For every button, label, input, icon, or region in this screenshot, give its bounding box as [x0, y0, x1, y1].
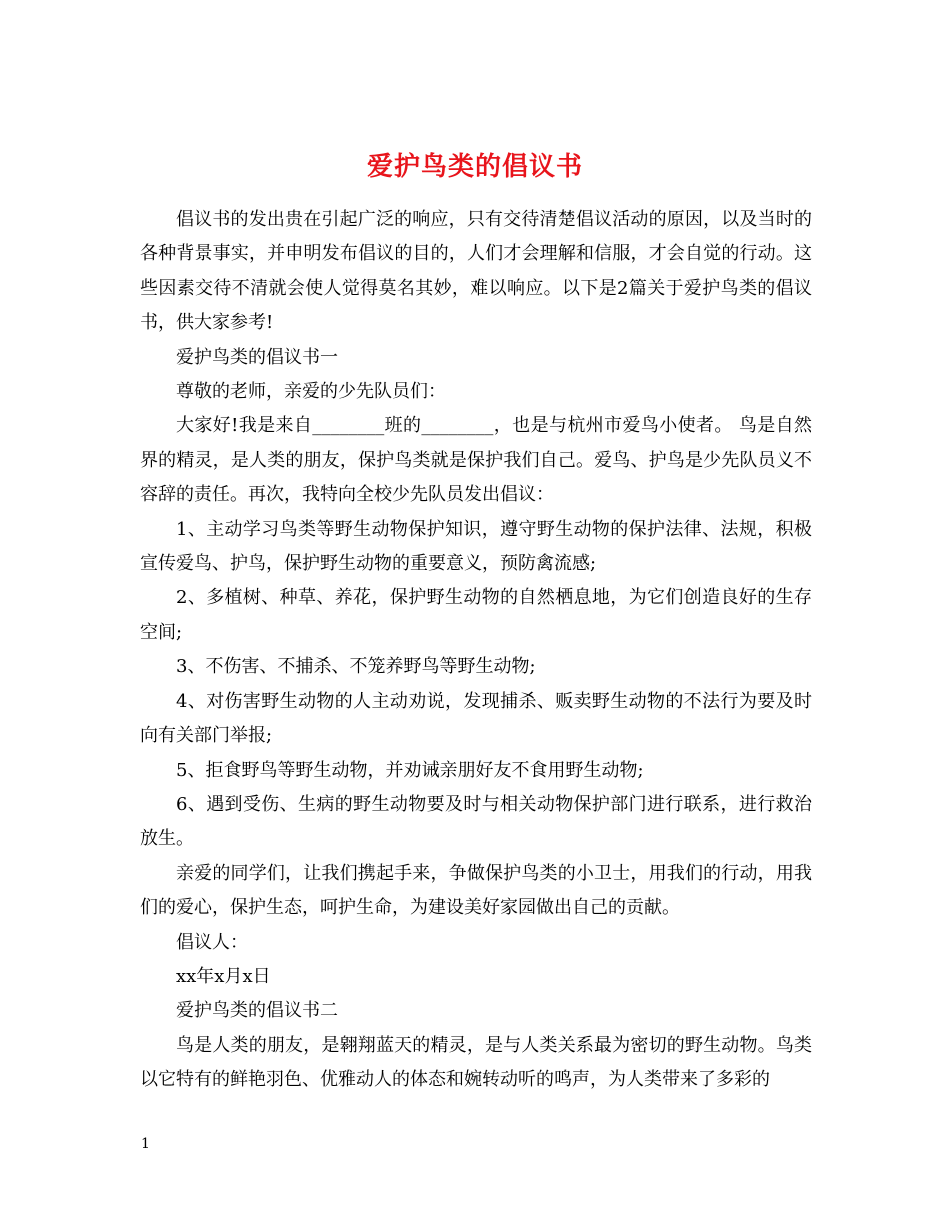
proposal-item-2: 2、多植树、种草、养花，保护野生动物的自然栖息地，为它们创造良好的生存空间; [140, 587, 812, 643]
closing-paragraph: 亲爱的同学们，让我们携起手来，争做保护鸟类的小卫士，用我们的行动，用我们的爱心，保护生态，呵护生命，为建设美好家园做出自己的贡献。 [140, 862, 812, 919]
document-title: 爱护鸟类的倡议书 [366, 152, 583, 183]
second-letter-paragraph: 鸟是人类的朋友，是翱翔蓝天的精灵，是与人类关系最为密切的野生动物。鸟类以它特有的鲜艳羽色、优雅动人的体态和婉转动听的鸣声，为人类带来了多彩的 [140, 1034, 812, 1091]
section-heading-two: 爱护鸟类的倡议书二 [176, 1000, 338, 1022]
salutation: 尊敬的老师，亲爱的少先队员们： [176, 381, 446, 403]
document-body [140, 203, 812, 1098]
intro-paragraph: 倡议书的发出贵在引起广泛的响应，只有交待清楚倡议活动的原因，以及当时的各种背景事实，并申明发布倡议的目的，人们才会理解和信服，才会自觉的行动。这些因素交待不清就会使人觉得莫名其妙，难以响应。以下是2篇关于爱护鸟类的倡议书，供大家参考! [140, 209, 812, 334]
greeting-paragraph: 大家好!我是来自________班的________，也是与杭州市爱鸟小使者。 鸟是自然界的精灵，是人类的朋友，保护鸟类就是保护我们自己。爱鸟、护鸟是少先队员义不容辞的责任。再次，我特向全校少先队员发出倡议： [140, 415, 812, 506]
signature-label: 倡议人： [176, 931, 248, 953]
proposal-item-5: 5、拒食野鸟等野生动物，并劝诫亲朋好友不食用野生动物; [176, 759, 644, 781]
proposal-item-1: 1、主动学习鸟类等野生动物保护知识，遵守野生动物的保护法律、法规，积极宣传爱鸟、护鸟，保护野生动物的重要意义，预防禽流感; [140, 518, 812, 575]
proposal-item-3: 3、不伤害、不捕杀、不笼养野鸟等野生动物; [176, 656, 536, 678]
page-number: 1 [141, 1136, 150, 1152]
date-line: xx年x月x日 [176, 965, 271, 987]
proposal-item-4: 4、对伤害野生动物的人主动劝说，发现捕杀、贩卖野生动物的不法行为要及时向有关部门举报; [140, 690, 812, 747]
section-heading-one: 爱护鸟类的倡议书一 [176, 346, 338, 368]
proposal-item-6: 6、遇到受伤、生病的野生动物要及时与相关动物保护部门进行联系，进行救治放生。 [140, 793, 812, 850]
